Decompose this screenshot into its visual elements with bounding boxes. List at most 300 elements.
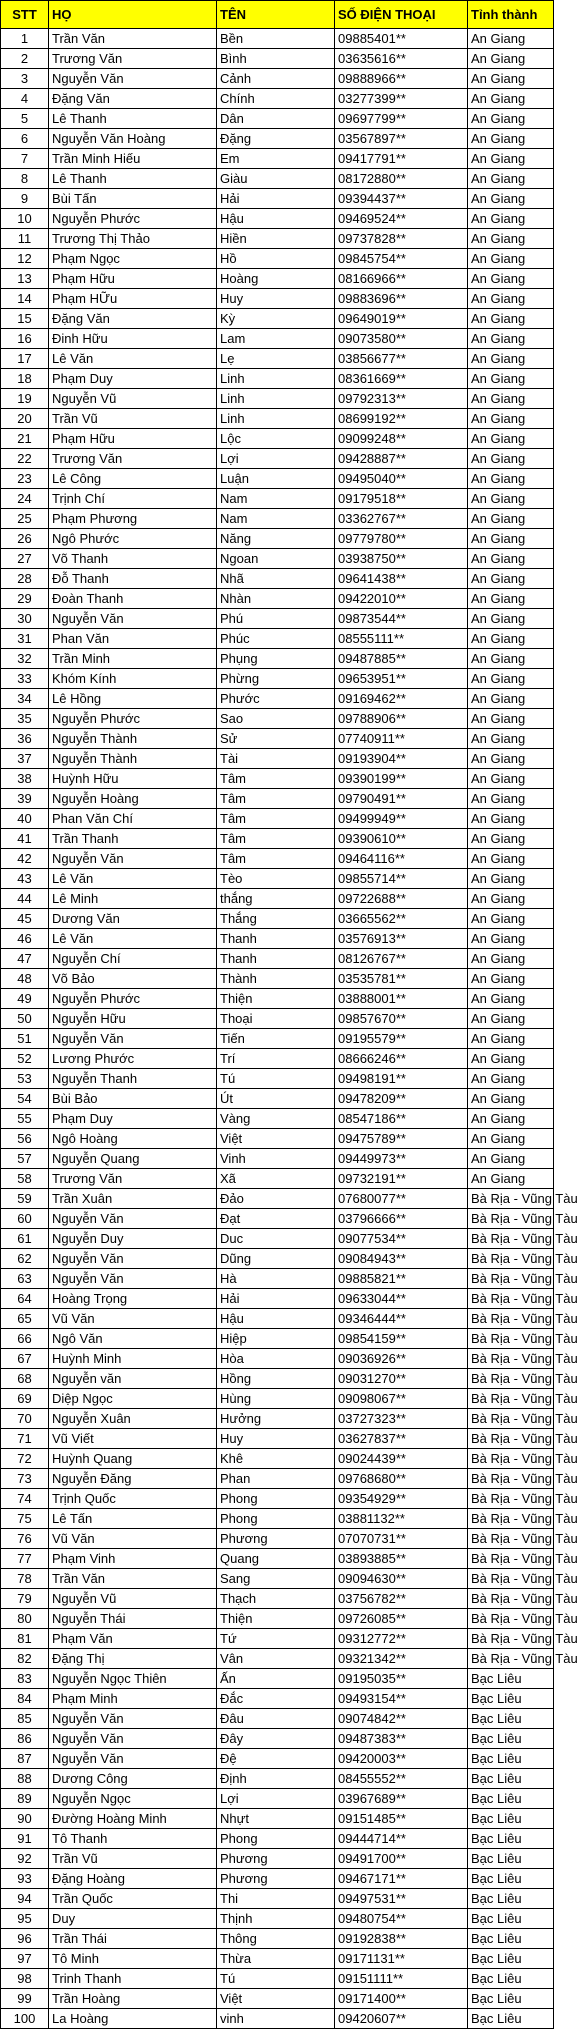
cell-ten: Phừng (217, 669, 335, 689)
table-row (1, 529, 554, 549)
cell-stt: 8 (1, 169, 49, 189)
cell-sdt: 09073580** (335, 329, 468, 349)
table-row (1, 849, 554, 869)
cell-sdt: 09099248** (335, 429, 468, 449)
table-row (1, 669, 554, 689)
table-row (1, 1469, 554, 1489)
cell-sdt: 07680077** (335, 1189, 468, 1209)
cell-ten: Nhựt (217, 1809, 335, 1829)
cell-stt: 56 (1, 1129, 49, 1149)
cell-tinh: An Giang (468, 1029, 554, 1049)
cell-sdt: 09855714** (335, 869, 468, 889)
cell-ho: Nguyễn Văn (49, 1729, 217, 1749)
cell-stt: 99 (1, 1989, 49, 2009)
table-row (1, 1569, 554, 1589)
table-row (1, 1069, 554, 1089)
cell-ho: Phạm Duy (49, 1109, 217, 1129)
table-row (1, 1609, 554, 1629)
cell-stt: 9 (1, 189, 49, 209)
cell-sdt: 09732191** (335, 1169, 468, 1189)
table-row (1, 1709, 554, 1729)
cell-ho: Nguyễn Quang (49, 1149, 217, 1169)
cell-ho: Nguyễn Văn (49, 1209, 217, 1229)
cell-ten: Ngoan (217, 549, 335, 569)
cell-ho: Nguyễn Thành (49, 729, 217, 749)
cell-stt: 57 (1, 1149, 49, 1169)
table-row (1, 1249, 554, 1269)
cell-ho: Trương Văn (49, 1169, 217, 1189)
cell-tinh: Bà Rịa - Vũng Tàu (468, 1649, 554, 1669)
cell-ho: Lê Văn (49, 349, 217, 369)
cell-tinh: An Giang (468, 749, 554, 769)
cell-tinh: Bạc Liêu (468, 1749, 554, 1769)
cell-sdt: 09312772** (335, 1629, 468, 1649)
table-row (1, 1329, 554, 1349)
cell-tinh: An Giang (468, 349, 554, 369)
cell-ho: Nguyễn Văn (49, 849, 217, 869)
cell-ho: Nguyễn Văn (49, 609, 217, 629)
table-row (1, 609, 554, 629)
cell-ho: Nguyễn Hữu (49, 1009, 217, 1029)
cell-ten: Phước (217, 689, 335, 709)
cell-stt: 11 (1, 229, 49, 249)
cell-tinh: An Giang (468, 129, 554, 149)
cell-tinh: Bà Rịa - Vũng Tàu (468, 1309, 554, 1329)
cell-sdt: 09487383** (335, 1729, 468, 1749)
cell-tinh: An Giang (468, 829, 554, 849)
cell-tinh: An Giang (468, 789, 554, 809)
cell-sdt: 09422010** (335, 589, 468, 609)
table-row (1, 149, 554, 169)
cell-sdt: 09726085** (335, 1609, 468, 1629)
cell-stt: 47 (1, 949, 49, 969)
cell-tinh: An Giang (468, 269, 554, 289)
cell-ho: Đinh Hữu (49, 329, 217, 349)
cell-ten: Tú (217, 1069, 335, 1089)
table-row (1, 1649, 554, 1669)
table-row (1, 1109, 554, 1129)
cell-sdt: 09031270** (335, 1369, 468, 1389)
cell-tinh: An Giang (468, 1149, 554, 1169)
cell-sdt: 09390610** (335, 829, 468, 849)
table-row (1, 1889, 554, 1909)
cell-ten: Linh (217, 409, 335, 429)
cell-ten: Hòa (217, 1349, 335, 1369)
table-row (1, 909, 554, 929)
cell-ho: La Hoàng (49, 2009, 217, 2029)
cell-ten: Đắc (217, 1689, 335, 1709)
cell-ho: Nguyễn Xuân (49, 1409, 217, 1429)
table-body (1, 29, 578, 2029)
cell-stt: 81 (1, 1629, 49, 1649)
cell-ho: Nguyễn Phước (49, 709, 217, 729)
cell-ho: Phan Văn Chí (49, 809, 217, 829)
cell-stt: 67 (1, 1349, 49, 1369)
cell-ho: Nguyễn Văn Hoàng (49, 129, 217, 149)
table-row (1, 1289, 554, 1309)
cell-stt: 12 (1, 249, 49, 269)
cell-ten: Thanh (217, 949, 335, 969)
cell-stt: 51 (1, 1029, 49, 1049)
cell-ten: Cảnh (217, 69, 335, 89)
table-row (1, 509, 554, 529)
cell-sdt: 09845754** (335, 249, 468, 269)
cell-stt: 42 (1, 849, 49, 869)
cell-ho: Nguyễn Thái (49, 1609, 217, 1629)
cell-tinh: Bà Rịa - Vũng Tàu (468, 1489, 554, 1509)
cell-ten: Nam (217, 489, 335, 509)
cell-tinh: Bà Rịa - Vũng Tàu (468, 1429, 554, 1449)
table-row (1, 789, 554, 809)
table-row (1, 1149, 554, 1169)
cell-ten: Sử (217, 729, 335, 749)
cell-sdt: 09792313** (335, 389, 468, 409)
cell-ten: Thắng (217, 909, 335, 929)
cell-ho: Diệp Ngọc (49, 1389, 217, 1409)
table-row (1, 729, 554, 749)
cell-tinh: An Giang (468, 549, 554, 569)
cell-stt: 14 (1, 289, 49, 309)
table-row (1, 1189, 554, 1209)
cell-ten: Thi (217, 1889, 335, 1909)
table-row (1, 1449, 554, 1469)
cell-ho: Đường Hoàng Minh (49, 1809, 217, 1829)
cell-ho: Phạm Hữu (49, 269, 217, 289)
cell-tinh: An Giang (468, 529, 554, 549)
table-row (1, 1409, 554, 1429)
cell-stt: 40 (1, 809, 49, 829)
cell-ten: Vàng (217, 1109, 335, 1129)
cell-sdt: 09171400** (335, 1989, 468, 2009)
cell-stt: 27 (1, 549, 49, 569)
cell-stt: 74 (1, 1489, 49, 1509)
cell-sdt: 09883696** (335, 289, 468, 309)
cell-sdt: 09495040** (335, 469, 468, 489)
cell-ten: Linh (217, 389, 335, 409)
cell-tinh: An Giang (468, 989, 554, 1009)
cell-ten: Hải (217, 1289, 335, 1309)
cell-sdt: 09854159** (335, 1329, 468, 1349)
cell-ten: Hà (217, 1269, 335, 1289)
cell-ho: Nguyễn Phước (49, 209, 217, 229)
table-row (1, 1729, 554, 1749)
table-row (1, 2009, 554, 2029)
table-row (1, 769, 554, 789)
table-row (1, 349, 554, 369)
cell-stt: 73 (1, 1469, 49, 1489)
table-row (1, 1389, 554, 1409)
cell-stt: 90 (1, 1809, 49, 1829)
cell-sdt: 09885821** (335, 1269, 468, 1289)
cell-sdt: 09169462** (335, 689, 468, 709)
cell-sdt: 09487885** (335, 649, 468, 669)
cell-ho: Trần Minh (49, 649, 217, 669)
cell-stt: 66 (1, 1329, 49, 1349)
cell-ho: Đoàn Thanh (49, 589, 217, 609)
table-row (1, 329, 554, 349)
table-row (1, 369, 554, 389)
cell-sdt: 03627837** (335, 1429, 468, 1449)
cell-sdt: 08126767** (335, 949, 468, 969)
cell-sdt: 09498191** (335, 1069, 468, 1089)
cell-stt: 60 (1, 1209, 49, 1229)
cell-ho: Nguyễn Phước (49, 989, 217, 1009)
cell-ten: Nhàn (217, 589, 335, 609)
cell-ho: Huỳnh Minh (49, 1349, 217, 1369)
cell-sdt: 09737828** (335, 229, 468, 249)
cell-ho: Nguyễn Thành (49, 749, 217, 769)
cell-sdt: 08172880** (335, 169, 468, 189)
cell-ten: Huy (217, 1429, 335, 1449)
cell-stt: 43 (1, 869, 49, 889)
cell-sdt: 09390199** (335, 769, 468, 789)
cell-stt: 91 (1, 1829, 49, 1849)
cell-ten: Chính (217, 89, 335, 109)
cell-tinh: Bạc Liêu (468, 1949, 554, 1969)
cell-sdt: 03535781** (335, 969, 468, 989)
table-row (1, 1309, 554, 1329)
cell-sdt: 09449973** (335, 1149, 468, 1169)
cell-ho: Phạm Vinh (49, 1549, 217, 1569)
cell-ho: Nguyễn Văn (49, 1709, 217, 1729)
cell-tinh: Bà Rịa - Vũng Tàu (468, 1609, 554, 1629)
cell-stt: 78 (1, 1569, 49, 1589)
cell-tinh: An Giang (468, 769, 554, 789)
cell-tinh: Bà Rịa - Vũng Tàu (468, 1229, 554, 1249)
cell-ho: Tô Minh (49, 1949, 217, 1969)
cell-tinh: An Giang (468, 949, 554, 969)
cell-stt: 84 (1, 1689, 49, 1709)
cell-ten: Sang (217, 1569, 335, 1589)
cell-tinh: An Giang (468, 909, 554, 929)
cell-tinh: An Giang (468, 509, 554, 529)
cell-tinh: Bạc Liêu (468, 1849, 554, 1869)
cell-tinh: An Giang (468, 389, 554, 409)
cell-ho: Phạm Minh (49, 1689, 217, 1709)
cell-sdt: 09478209** (335, 1089, 468, 1109)
cell-ten: Hậu (217, 209, 335, 229)
cell-ten: Duc (217, 1229, 335, 1249)
cell-stt: 53 (1, 1069, 49, 1089)
cell-ten: Phụng (217, 649, 335, 669)
cell-ten: Hùng (217, 1389, 335, 1409)
cell-ho: Lê Công (49, 469, 217, 489)
cell-sdt: 09499949** (335, 809, 468, 829)
table-row (1, 389, 554, 409)
cell-stt: 32 (1, 649, 49, 669)
cell-stt: 4 (1, 89, 49, 109)
cell-sdt: 03665562** (335, 909, 468, 929)
cell-ten: Tâm (217, 829, 335, 849)
cell-tinh: An Giang (468, 869, 554, 889)
cell-tinh: An Giang (468, 249, 554, 269)
cell-ten: Đây (217, 1729, 335, 1749)
cell-stt: 49 (1, 989, 49, 1009)
table-row (1, 1909, 554, 1929)
cell-tinh: Bạc Liêu (468, 1889, 554, 1909)
cell-stt: 44 (1, 889, 49, 909)
cell-stt: 59 (1, 1189, 49, 1209)
cell-tinh: Bà Rịa - Vũng Tàu (468, 1629, 554, 1649)
cell-stt: 97 (1, 1949, 49, 1969)
cell-stt: 88 (1, 1769, 49, 1789)
cell-tinh: An Giang (468, 849, 554, 869)
header-ho: HỌ (49, 1, 217, 29)
table-row (1, 1969, 554, 1989)
cell-stt: 19 (1, 389, 49, 409)
cell-stt: 94 (1, 1889, 49, 1909)
cell-ho: Trương Văn (49, 49, 217, 69)
cell-stt: 83 (1, 1669, 49, 1689)
cell-ten: Thoại (217, 1009, 335, 1029)
table-row (1, 1589, 554, 1609)
cell-ho: Nguyễn văn (49, 1369, 217, 1389)
table-row (1, 829, 554, 849)
table-row (1, 289, 554, 309)
cell-ho: Trần Hoàng (49, 1989, 217, 2009)
table-row (1, 49, 554, 69)
cell-sdt: 07070731** (335, 1529, 468, 1549)
cell-ho: Nguyễn Văn (49, 1249, 217, 1269)
cell-stt: 20 (1, 409, 49, 429)
cell-sdt: 09036926** (335, 1349, 468, 1369)
table-row (1, 1549, 554, 1569)
cell-tinh: Bà Rịa - Vũng Tàu (468, 1329, 554, 1349)
cell-ten: Tiến (217, 1029, 335, 1049)
cell-ten: Tâm (217, 849, 335, 869)
cell-stt: 69 (1, 1389, 49, 1409)
cell-sdt: 03362767** (335, 509, 468, 529)
cell-sdt: 09321342** (335, 1649, 468, 1669)
cell-ho: Đặng Văn (49, 309, 217, 329)
table-row (1, 749, 554, 769)
cell-ten: Tài (217, 749, 335, 769)
table-row (1, 709, 554, 729)
header-row (1, 1, 554, 29)
cell-tinh: An Giang (468, 1169, 554, 1189)
cell-ho: Nguyễn Chí (49, 949, 217, 969)
cell-ten: Hiệp (217, 1329, 335, 1349)
cell-sdt: 08699192** (335, 409, 468, 429)
cell-sdt: 08547186** (335, 1109, 468, 1129)
cell-tinh: An Giang (468, 69, 554, 89)
cell-ten: Thiện (217, 989, 335, 1009)
cell-stt: 50 (1, 1009, 49, 1029)
cell-ten: Vinh (217, 1149, 335, 1169)
cell-sdt: 09420607** (335, 2009, 468, 2029)
cell-tinh: Bạc Liêu (468, 1729, 554, 1749)
cell-sdt: 08555111** (335, 629, 468, 649)
cell-ho: Trịnh Quốc (49, 1489, 217, 1509)
cell-ho: Lê Thanh (49, 169, 217, 189)
cell-ho: Lê Hồng (49, 689, 217, 709)
cell-stt: 77 (1, 1549, 49, 1569)
cell-stt: 79 (1, 1589, 49, 1609)
cell-stt: 16 (1, 329, 49, 349)
cell-ho: Võ Thanh (49, 549, 217, 569)
cell-sdt: 09094630** (335, 1569, 468, 1589)
cell-stt: 96 (1, 1929, 49, 1949)
cell-ho: Ngô Văn (49, 1329, 217, 1349)
cell-tinh: An Giang (468, 489, 554, 509)
table-row (1, 1809, 554, 1829)
table-row (1, 1989, 554, 2009)
cell-ho: Phạm Phương (49, 509, 217, 529)
cell-ho: Ngô Hoàng (49, 1129, 217, 1149)
cell-stt: 3 (1, 69, 49, 89)
cell-ho: Tô Thanh (49, 1829, 217, 1849)
cell-tinh: An Giang (468, 189, 554, 209)
cell-sdt: 09653951** (335, 669, 468, 689)
table-row (1, 449, 554, 469)
table-row (1, 1429, 554, 1449)
cell-stt: 34 (1, 689, 49, 709)
cell-stt: 58 (1, 1169, 49, 1189)
table-row (1, 1949, 554, 1969)
cell-tinh: An Giang (468, 289, 554, 309)
cell-ten: Quang (217, 1549, 335, 1569)
table-row (1, 1689, 554, 1709)
cell-ten: Việt (217, 1129, 335, 1149)
cell-ho: Trần Thái (49, 1929, 217, 1949)
cell-tinh: An Giang (468, 1069, 554, 1089)
cell-tinh: Bà Rịa - Vũng Tàu (468, 1369, 554, 1389)
cell-ten: Phong (217, 1829, 335, 1849)
cell-ho: Trần Quốc (49, 1889, 217, 1909)
cell-ho: Nguyễn Văn (49, 1749, 217, 1769)
cell-sdt: 03567897** (335, 129, 468, 149)
cell-ho: Dương Công (49, 1769, 217, 1789)
cell-tinh: An Giang (468, 629, 554, 649)
table-row (1, 549, 554, 569)
table-row (1, 1769, 554, 1789)
cell-sdt: 09493154** (335, 1689, 468, 1709)
cell-tinh: Bà Rịa - Vũng Tàu (468, 1289, 554, 1309)
cell-tinh: An Giang (468, 369, 554, 389)
cell-ho: Đỗ Thanh (49, 569, 217, 589)
cell-sdt: 09888966** (335, 69, 468, 89)
cell-tinh: An Giang (468, 569, 554, 589)
cell-sdt: 09195035** (335, 1669, 468, 1689)
table-row (1, 1849, 554, 1869)
cell-tinh: An Giang (468, 329, 554, 349)
cell-sdt: 09346444** (335, 1309, 468, 1329)
table-row (1, 629, 554, 649)
cell-stt: 98 (1, 1969, 49, 1989)
cell-ten: Phong (217, 1489, 335, 1509)
cell-ten: Đảo (217, 1189, 335, 1209)
table-row (1, 469, 554, 489)
cell-ho: Ngô Phước (49, 529, 217, 549)
cell-tinh: An Giang (468, 1089, 554, 1109)
cell-stt: 28 (1, 569, 49, 589)
cell-tinh: An Giang (468, 809, 554, 829)
cell-ten: Năng (217, 529, 335, 549)
cell-sdt: 09420003** (335, 1749, 468, 1769)
cell-tinh: An Giang (468, 669, 554, 689)
cell-tinh: An Giang (468, 49, 554, 69)
cell-tinh: An Giang (468, 409, 554, 429)
cell-ho: Trần Vũ (49, 409, 217, 429)
cell-stt: 1 (1, 29, 49, 49)
cell-stt: 21 (1, 429, 49, 449)
cell-ten: Thạch (217, 1589, 335, 1609)
table-row (1, 969, 554, 989)
cell-tinh: Bà Rịa - Vũng Tàu (468, 1409, 554, 1429)
cell-ho: Huỳnh Quang (49, 1449, 217, 1469)
cell-stt: 6 (1, 129, 49, 149)
table-row (1, 689, 554, 709)
